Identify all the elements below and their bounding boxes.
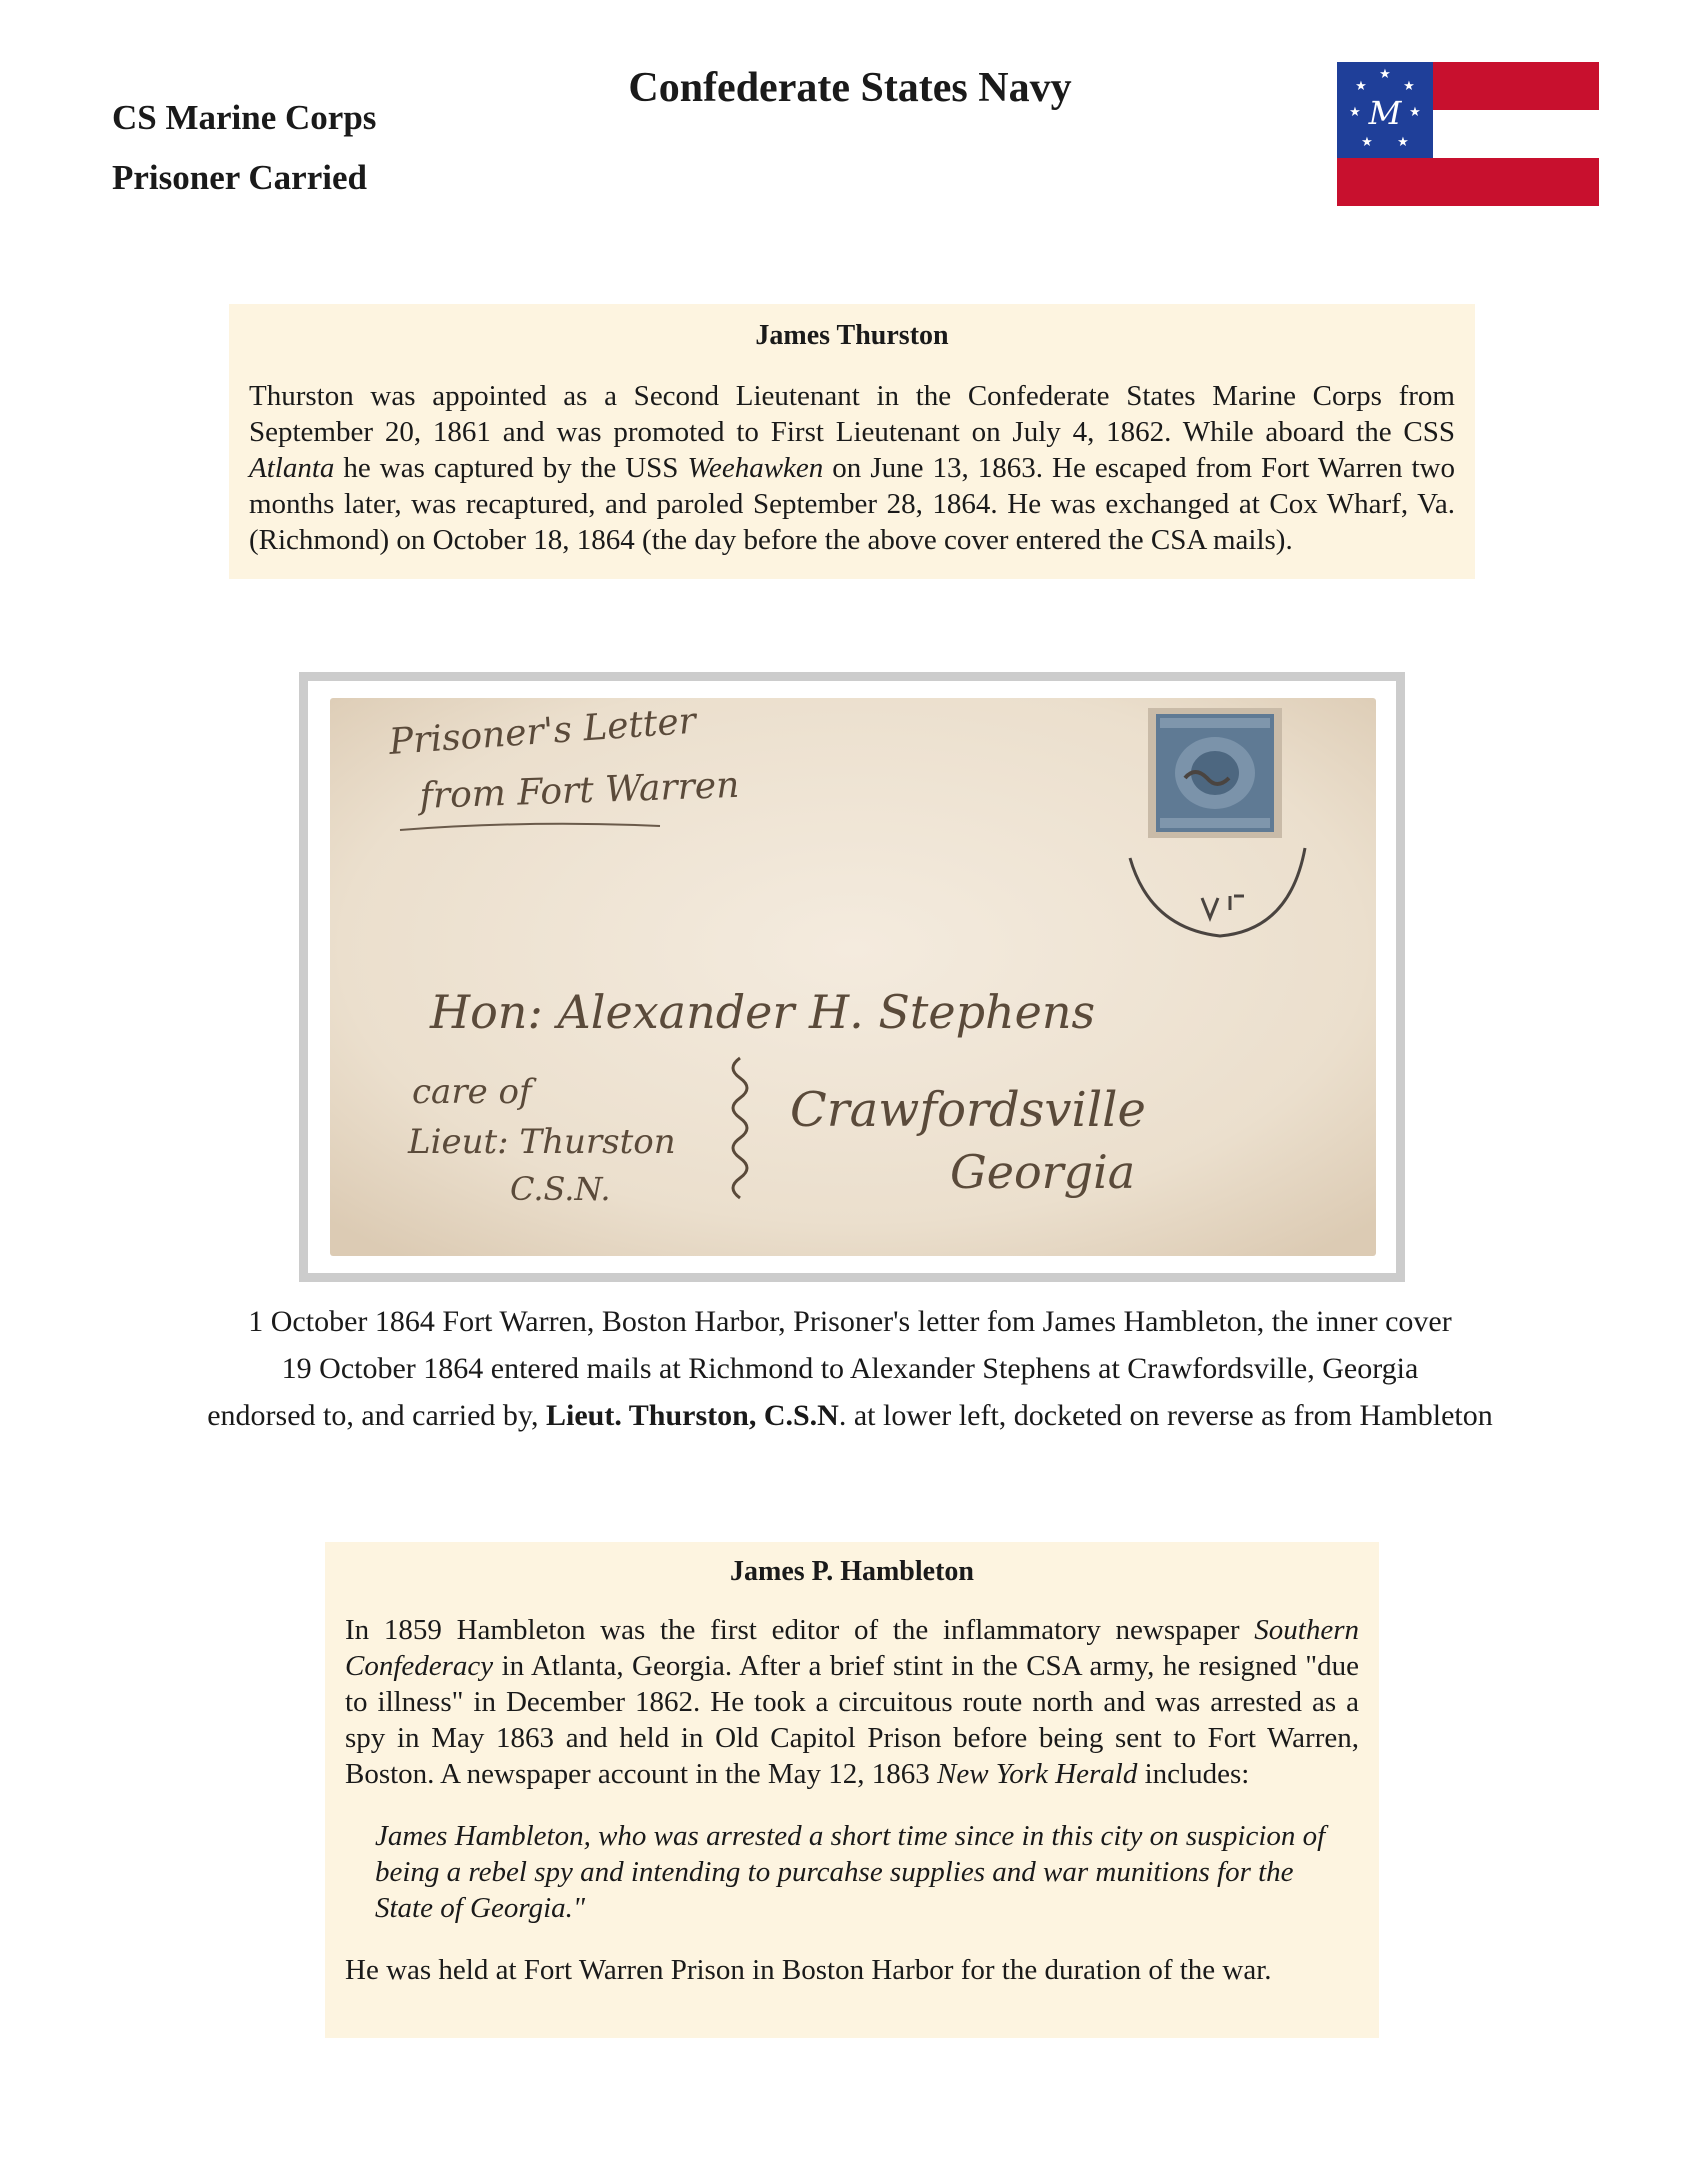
svg-text:★: ★ xyxy=(1349,105,1361,120)
docket-line-1: Prisoner's Letter xyxy=(387,700,698,763)
svg-text:★: ★ xyxy=(1397,135,1409,150)
svg-text:★: ★ xyxy=(1355,79,1367,94)
caption-line-3: endorsed to, and carried by, Lieut. Thurston, C.S.N. at lower left, docketed on reverse as from Hambleton xyxy=(207,1399,1493,1432)
hambleton-text: In 1859 Hambleton was the first editor of the inflammatory newspaper Southern Confederacy in Atlanta, Georgia. After a brief stint in the CSA army, he resigned "due to illness" in December 1862. He took a circuitous route north and was arrested as a spy in May 1863 and held in Old Capitol Prison before being sent to Fort Warren, Boston. A newspaper account in the May 12, 1863 New York Herald includes: xyxy=(345,1614,1359,1790)
section-title: CS Marine Corps xyxy=(112,98,377,137)
thurston-heading: James Thurston xyxy=(755,320,949,351)
svg-text:★: ★ xyxy=(1409,105,1421,120)
svg-text:★: ★ xyxy=(1361,135,1373,150)
svg-text:★: ★ xyxy=(1403,79,1415,94)
endorse-line-3: C.S.N. xyxy=(510,1170,611,1208)
flag-monogram: M xyxy=(1368,94,1402,132)
hambleton-closing: He was held at Fort Warren Prison in Boston Harbor for the duration of the war. xyxy=(345,1954,1272,1986)
docket-line-2: from Fort Warren xyxy=(418,764,740,817)
section-subtitle: Prisoner Carried xyxy=(112,158,367,197)
thurston-biography xyxy=(229,304,1475,579)
endorse-line-2: Lieut: Thurston xyxy=(408,1122,676,1162)
caption-line-2: 19 October 1864 entered mails at Richmond to Alexander Stephens at Crawfordsville, Georgia xyxy=(281,1352,1419,1385)
address-line-2: Crawfordsville xyxy=(790,1082,1146,1138)
hambleton-biography xyxy=(325,1542,1379,2038)
page-title: Confederate States Navy xyxy=(628,65,1072,111)
svg-text:★: ★ xyxy=(1379,67,1391,82)
herald-quote: James Hambleton, who was arrested a short time since in this city on suspicion of being a rebel spy and intending to purcahse supplies and war munitions for the State of Georgia." xyxy=(375,1820,1326,1924)
endorse-line-1: care of xyxy=(412,1072,532,1112)
caption-line-1: 1 October 1864 Fort Warren, Boston Harbor, Prisoner's letter fom James Hambleton, the inner cover xyxy=(248,1305,1452,1338)
address-line-3: Georgia xyxy=(950,1145,1136,1199)
stamp-icon xyxy=(1148,708,1282,838)
thurston-text: Thurston was appointed as a Second Lieutenant in the Confederate States Marine Corps from September 20, 1861 and was promoted to First Lieutenant on July 4, 1862. While aboard the CSS Atlanta he was captured by the USS Weehawken on June 13, 1863. He escaped from Fort Warren two months later, was recaptured, and paroled September 28, 1864. He was exchanged at Cox Wharf, Va. (Richmond) on October 18, 1864 (the day before the above cover entered the CSA mails). xyxy=(249,380,1455,556)
envelope-image xyxy=(330,698,1376,1256)
address-line-1: Hon: Alexander H. Stephens xyxy=(430,985,1096,1039)
confederate-flag-icon xyxy=(1337,62,1599,206)
hambleton-heading: James P. Hambleton xyxy=(730,1556,974,1587)
